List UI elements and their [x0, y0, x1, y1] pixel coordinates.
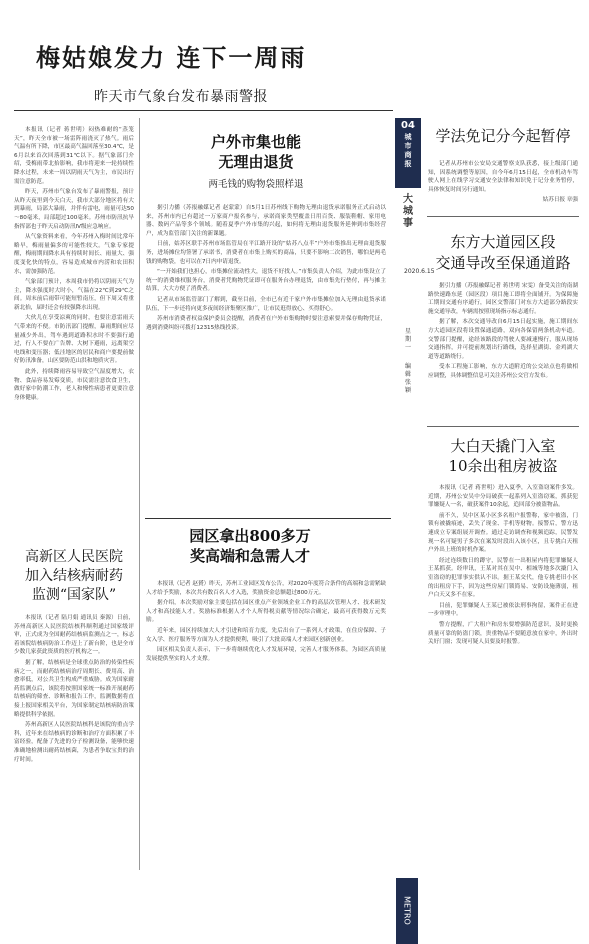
market-paragraph: “一开始我们也担心，市集摊位流动性大，退货不好找人。”市集负责人介绍，为此市集设立了统一的消费维权服务台，消费者凭购物凭证即可在服务台办理退货，由市集先行垫付，再与摊主结算，大大方便了消费者。	[146, 269, 386, 293]
column-rule	[139, 118, 140, 870]
market-paragraph: 据引力播（苏报融媒记者 赵蒙蒙）自5月1日苏州线下购物无理由退货承诺服务正式启动以来，苏州市内已有超过一万家商户报名参与，承诺商家类型覆盖日用百货、服装鞋帽、家用电器、数码产品等多个领域。随着夏季户外市集的兴起，如何将无理由退货服务延伸到市集经营户，成为监管部门关注的新课题。	[146, 205, 386, 237]
section-band	[395, 118, 435, 925]
hospital-headline	[14, 548, 134, 605]
market-headline-line: 户外市集也能	[210, 133, 301, 151]
market-article	[146, 204, 386, 504]
school-paragraph: 记者从苏州市公安局交通警察支队获悉，接上级部门通知，因系统调整等原因，自今年6月15日起，全市机动车驾驶人网上在线学习交通安全法律和知识免于记分业务暂停，具体恢复时间另行通知。	[428, 161, 578, 193]
rental-article	[428, 484, 578, 870]
rental-paragraph: 目前，犯罪嫌疑人王某已被依法刑事拘留，案件正在进一步审理中。	[428, 602, 578, 618]
section-weekday: 星期一	[404, 328, 411, 351]
rental-headline-line: 大白天撬门入室	[450, 437, 556, 455]
section-column-name: 大城事	[403, 194, 413, 229]
metro-label: METRO	[402, 896, 412, 925]
market-headline-line: 无理由退货	[218, 153, 294, 171]
main-headline: 梅姑娘发力 连下一周雨	[36, 43, 307, 72]
road-headline	[428, 232, 578, 274]
hospital-paragraph: 据了解，结核病是全球重点防治的传染性疾病之一，而耐药结核病治疗周期长、费用高、治愈率低，对公共卫生构成严重威胁。成为国家耐药监测点后，该院将按照国家统一标准开展耐药结核病的筛查、诊断和报告工作，监测数据将直接上报国家相关平台，为国家制定结核病防治策略提供科学依据。	[14, 659, 134, 718]
road-paragraph: 据了解，本次交通导改自6月15日起实施，施工期间东方大道园区段将设置保通道路，双向各保留两条机动车道。交警部门提醒，途经该路段的驾驶人要减速慢行，服从现场交通指挥，并可提前规划出行路线，选择星湖街、金鸡湖大道等道路绕行。	[428, 319, 578, 360]
park-article	[146, 580, 386, 870]
market-paragraph: 记者从市场监管部门了解到，截至目前，全市已有近千家户外市集摊位加入无理由退货承诺队伍，下一步还将向更多夜间经济集聚区推广，让市民逛得放心、买得舒心。	[146, 296, 386, 312]
rain-paragraph: 气象部门预计，本周我市仍将以阴雨天气为主，降水强度时大时小，气温在22℃到29℃之间。周末前后雨带可能短暂南压，但下周又将重新北抬，届时还会有较强降水出现。	[14, 279, 134, 311]
market-paragraph: 苏州市消费者权益保护委员会提醒，消费者在户外市集购物时要注意索要并保存购物凭证，遇到消费纠纷可拨打12315热线投诉。	[146, 316, 386, 331]
road-headline-line: 东方大道园区段	[450, 233, 556, 251]
section-date: 2020.6.15	[404, 268, 435, 275]
road-paragraph: 受本工程施工影响，东方大道附近的公交站点也将做相应调整，具体调整信息可关注苏州公交官方发布。	[428, 364, 578, 379]
hospital-headline-line: 高新区人民医院	[25, 549, 123, 565]
hospital-article	[14, 614, 134, 870]
market-headline	[196, 132, 316, 172]
rain-article	[14, 126, 134, 540]
school-rule	[427, 216, 579, 217]
road-headline-line: 交通导改至保通道路	[435, 254, 571, 272]
section-flag	[395, 118, 421, 188]
school-article	[428, 160, 578, 208]
park-headline-line: 奖高端和急需人才	[189, 547, 310, 565]
hospital-headline-line: 加入结核病耐药	[25, 568, 123, 584]
road-article	[428, 282, 578, 416]
rental-headline-line: 10余出租房被盗	[448, 457, 558, 475]
park-paragraph: 近年来，园区持续加大人才引进和培育力度，先后出台了一系列人才政策，在住房保障、子女入学、医疗服务等方面为人才提供便利，吸引了大批高端人才来园区创新创业。	[146, 627, 386, 643]
metro-flag	[396, 878, 418, 944]
section-editor: 编辑 张颖	[404, 363, 411, 394]
headline-rule	[14, 110, 393, 111]
market-paragraph: 日前，姑苏区联手苏州市场监管局在平江路开设的“姑苏八点半”户外市集推出无理由退货服务，进场摊位均签署了承诺书，消费者在市集上购买的商品，只要不影响二次销售，哪怕是两毛钱的购物袋，也可以在7日内申请退货。	[146, 241, 386, 265]
rain-paragraph: 本报讯（记者 蒋世明）闷热难耐的“蒸笼天”，昨天全市被一场雷阵雨浇灭了热气。雨后气温有所下降，市区最高气温回落至30.4℃，是6月以来首次回落到31℃以下。据气象部门介绍，受梅雨带北抬影响，我市将迎来一轮持续性降水过程，未来一周以阴雨天气为主，市民出行需注意防范。	[14, 127, 134, 185]
rain-paragraph: 大伙儿在享受凉爽的同时，也要注意雷雨天气带来的不便。市防汛部门提醒，暴雨期间应尽量减少外出，驾车遇到道路积水时不要强行通过，行人不要在广告牌、大树下避雨，远离架空电线和变压器；低洼地区的居民和商户要提前做好防汛准备，山区要防范山洪和地质灾害。	[14, 315, 134, 365]
rain-paragraph: 从气象资料来看，今年苏州入梅时间比常年略早，梅雨量偏多的可能性较大。气象专家提醒，梅雨期间降水具有持续时间长、雨量大、强度变化快的特点，容易造成城市内涝和农田积水，需加强防范。	[14, 234, 134, 275]
hospital-paragraph: 苏州高新区人民医院结核科是该院的重点学科，近年来在结核病的诊断和治疗方面积累了丰富经验，配备了先进的分子检测设备，能够快速准确地检测出耐药结核菌，为患者争取宝贵的治疗时间。	[14, 722, 134, 763]
section-name: 城市商报	[404, 133, 412, 168]
park-paragraph: 园区相关负责人表示，下一步将继续优化人才发展环境，完善人才服务体系，为园区高质量发展提供坚实的人才支撑。	[146, 647, 386, 662]
park-paragraph: 据介绍，本次奖励对象主要包括在园区重点产业领域企业工作的高层次管理人才、技术研发人才和高技能人才。奖励标准根据人才个人所得税贡献等情况综合确定，最高可获得数万元奖励。	[146, 600, 386, 624]
road-paragraph: 据引力播（苏报融媒记者 蒋世明 宋雯）备受关注的南湖路快速路东延（园区段）项目施工即将全面铺开。为保障施工期间交通有序通行，园区交警部门对东方大道部分路段实施交通导改，车辆需按照现场指示标志通行。	[428, 283, 578, 315]
rental-headline	[428, 436, 578, 476]
park-rule	[145, 518, 391, 519]
road-rule	[427, 426, 579, 427]
main-subheadline: 昨天市气象台发布暴雨警报	[94, 89, 268, 105]
rental-paragraph: 本报讯（记者 蒋世明）进入夏季，入室盗窃案件多发。近期，苏州公安吴中分局破获一起系列入室盗窃案，抓获犯罪嫌疑人一名，破获案件10余起，追回部分被盗物品。	[428, 485, 578, 509]
park-headline-line: 园区拿出800多万	[189, 527, 311, 545]
hospital-paragraph: 本报讯（记者 陆月娟 通讯员 秦源）日前，苏州高新区人民医院结核科顺利通过国家级评审，正式成为全国耐药结核病监测点之一，标志着该院结核病防治工作迈上了新台阶，也是全市少数几家获此资质的医疗机构之一。	[14, 615, 134, 656]
rental-paragraph: 前不久，吴中区某小区多名租户报警称，家中被盗，门锁有被撬痕迹，丢失了现金、手机等财物。接警后，警方迅速成立专案组展开调查。通过走访调查和视频追踪，民警发现一名可疑男子多次在案发时段出入该小区，且专挑白天租户外出上班的时机作案。	[428, 512, 578, 554]
rain-paragraph: 此外，持续降雨容易导致空气湿度增大，衣物、食品容易发霉变质，市民需注意饮食卫生，做好家中防潮工作，老人和慢性病患者更要注意身体健康。	[14, 369, 134, 401]
hospital-headline-line: 监测“国家队”	[31, 587, 117, 603]
park-headline	[160, 526, 340, 566]
section-page-number: 04	[401, 120, 415, 131]
rental-paragraph: 警方提醒，广大租户和房东要增强防范意识，及时更换质量可靠的防盗门锁，贵重物品不要随意放在家中，外出时关好门窗；发现可疑人员要及时报警。	[428, 621, 578, 646]
school-credit: 姑苏日报 章强	[542, 197, 578, 204]
rental-paragraph: 经过连续数日的蹲守，民警在一出租屋内将犯罪嫌疑人王某抓获。经审讯，王某对其在吴中、相城等地多次撬门入室盗窃的犯罪事实供认不讳。据王某交代，他专挑老旧小区的出租房下手，因为这些房屋门锁简易、安防设施薄弱，租户白天又多不在家。	[428, 557, 578, 599]
school-headline: 学法免记分今起暂停	[435, 127, 571, 145]
market-deck: 两毛钱的购物袋照样退	[208, 179, 304, 190]
rain-paragraph: 昨天，苏州市气象台发布了暴雨警报，预计从昨天夜里到今天白天，我市大部分地区将有大到暴雨，局部大暴雨，并伴有雷电，雨量可达50～80毫米，局部超过100毫米。苏州市防汛抗旱指挥部也于昨天启动防汛IV级应急响应。	[14, 189, 134, 230]
park-paragraph: 本报讯（记者 赵贇）昨天，苏州工业园区发布公告，对2020年度符合条件的高端和急需紧缺人才给予奖励，本次共有数百名人才入选，奖励资金总额超过800万元。	[146, 581, 386, 596]
